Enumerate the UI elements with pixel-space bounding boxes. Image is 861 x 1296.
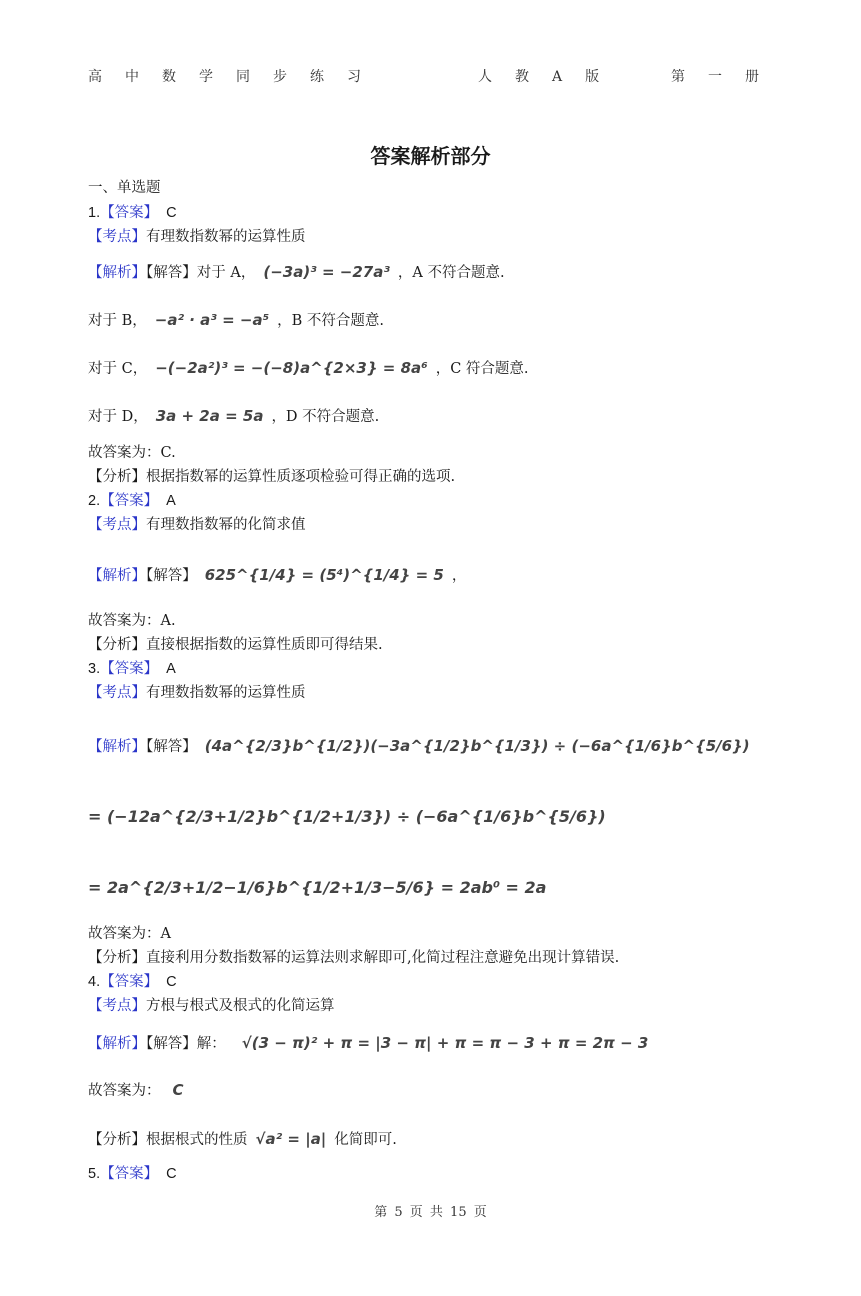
math-formula: = 2a^{2/3+1/2−1/6}b^{1/2+1/3−5/6} = 2ab⁰ = 2a — [88, 878, 547, 897]
math-formula: √a² = |a| — [255, 1130, 327, 1148]
solution-prefix: 解： — [196, 1036, 226, 1052]
q4-analysis-note — [88, 1129, 397, 1150]
analysis-label: 【解析】 — [88, 568, 146, 584]
q1-solution-line-a — [88, 262, 505, 283]
answer-value: C — [166, 974, 177, 990]
math-formula: −(−2a²)³ = −(−8)a^{2×3} = 8a⁶ — [155, 359, 428, 377]
q4-conclusion — [88, 1080, 192, 1101]
header-right: 第一册 — [671, 69, 782, 85]
point-text: 有理数指数幂的运算性质 — [146, 685, 306, 701]
math-formula: (−3a)³ = −27a³ — [263, 263, 390, 281]
q4-solution-line — [88, 1033, 656, 1054]
conclusion-prefix: 故答案为： — [88, 1083, 161, 1099]
q1-solution-line-c — [88, 358, 529, 379]
solution-label: 【解答】 — [146, 1036, 197, 1052]
analysis-suffix: 化简即可. — [334, 1132, 397, 1148]
math-formula: (4a^{2/3}b^{1/2})(−3a^{1/2}b^{1/3}) ÷ (−6a^{1/6}b^{5/6}) — [204, 737, 750, 755]
q2-analysis-note: 【分析】直接根据指数的运算性质即可得结果. — [88, 637, 383, 653]
page-footer: 第 5 页 共 15 页 — [374, 1205, 487, 1220]
answer-value: C — [166, 1166, 177, 1182]
point-label: 【考点】 — [88, 685, 146, 701]
page-header — [88, 66, 782, 86]
section-heading: 一、单选题 — [88, 180, 161, 196]
point-label: 【考点】 — [88, 229, 146, 245]
point-text: 有理数指数幂的化简求值 — [146, 517, 306, 533]
q2-solution-line — [88, 565, 466, 586]
math-formula: C — [172, 1081, 184, 1099]
header-left: 高中数学同步练习 — [88, 69, 384, 85]
analysis-label: 【解析】 — [88, 1036, 146, 1052]
q3-answer-line: 3.【答案】 A — [88, 661, 176, 677]
analysis-prefix: 【分析】根据根式的性质 — [88, 1132, 248, 1148]
q4-answer-line: 4.【答案】 C — [88, 974, 177, 990]
line-d-prefix: 对于 D， — [88, 409, 148, 425]
math-formula: = (−12a^{2/3+1/2}b^{1/2+1/3}) ÷ (−6a^{1/6}b^{5/6}) — [88, 807, 606, 826]
line-b-suffix: ，B 不符合题意. — [277, 313, 385, 329]
math-formula: −a² · a³ = −a⁵ — [154, 311, 270, 329]
math-formula: 3a + 2a = 5a — [155, 407, 264, 425]
q3-solution-line-3 — [88, 878, 554, 899]
answer-label: 【答案】 — [100, 974, 159, 990]
analysis-label: 【解析】 — [88, 265, 146, 281]
q1-answer-line: 1.【答案】 C — [88, 205, 177, 221]
q2-point-line — [88, 515, 306, 535]
q3-conclusion: 故答案为：A — [88, 926, 171, 942]
q5-answer-line: 5.【答案】 C — [88, 1166, 177, 1182]
point-label: 【考点】 — [88, 517, 146, 533]
line-a-prefix: 对于 A， — [196, 265, 256, 281]
q1-point-line — [88, 227, 306, 247]
math-formula: 625^{1/4} = (5⁴)^{1/4} = 5 — [204, 566, 444, 584]
point-label: 【考点】 — [88, 998, 146, 1014]
q1-solution-line-b — [88, 310, 384, 331]
line-a-suffix: ，A 不符合题意. — [397, 265, 505, 281]
line-d-suffix: ，D 不符合题意. — [271, 409, 380, 425]
point-text: 有理数指数幂的运算性质 — [146, 229, 306, 245]
q3-analysis-note: 【分析】直接利用分数指数幂的运算法则求解即可,化简过程注意避免出现计算错误. — [88, 950, 620, 966]
answer-label: 【答案】 — [100, 493, 159, 509]
line-b-prefix: 对于 B， — [88, 313, 147, 329]
analysis-label: 【解析】 — [88, 739, 146, 755]
page-title: 答案解析部分 — [370, 144, 491, 168]
q4-point-line — [88, 996, 335, 1016]
q3-solution-line-2 — [88, 807, 614, 828]
solution-label: 【解答】 — [146, 265, 197, 281]
answer-value: A — [166, 661, 176, 677]
point-text: 方根与根式及根式的化简运算 — [146, 998, 335, 1014]
q2-conclusion: 故答案为：A. — [88, 613, 176, 629]
answer-label: 【答案】 — [100, 661, 159, 677]
solution-suffix: ， — [451, 568, 467, 584]
answer-label: 【答案】 — [100, 1166, 159, 1182]
q1-conclusion: 故答案为：C. — [88, 445, 176, 461]
math-formula: √(3 − π)² + π = |3 − π| + π = π − 3 + π = 2π − 3 — [241, 1034, 649, 1052]
line-c-suffix: ，C 符合题意. — [435, 361, 529, 377]
q1-analysis-note: 【分析】根据指数幂的运算性质逐项检验可得正确的选项. — [88, 469, 456, 485]
q1-solution-line-d — [88, 406, 379, 427]
q3-solution-line-1 — [88, 736, 758, 757]
solution-label: 【解答】 — [146, 739, 197, 755]
q2-answer-line: 2.【答案】 A — [88, 493, 176, 509]
line-c-prefix: 对于 C， — [88, 361, 148, 377]
solution-label: 【解答】 — [146, 568, 197, 584]
q3-point-line — [88, 683, 306, 703]
answer-value: A — [166, 493, 176, 509]
answer-value: C — [166, 205, 177, 221]
answer-label: 【答案】 — [100, 205, 159, 221]
header-middle: 人教A版 — [478, 69, 623, 85]
